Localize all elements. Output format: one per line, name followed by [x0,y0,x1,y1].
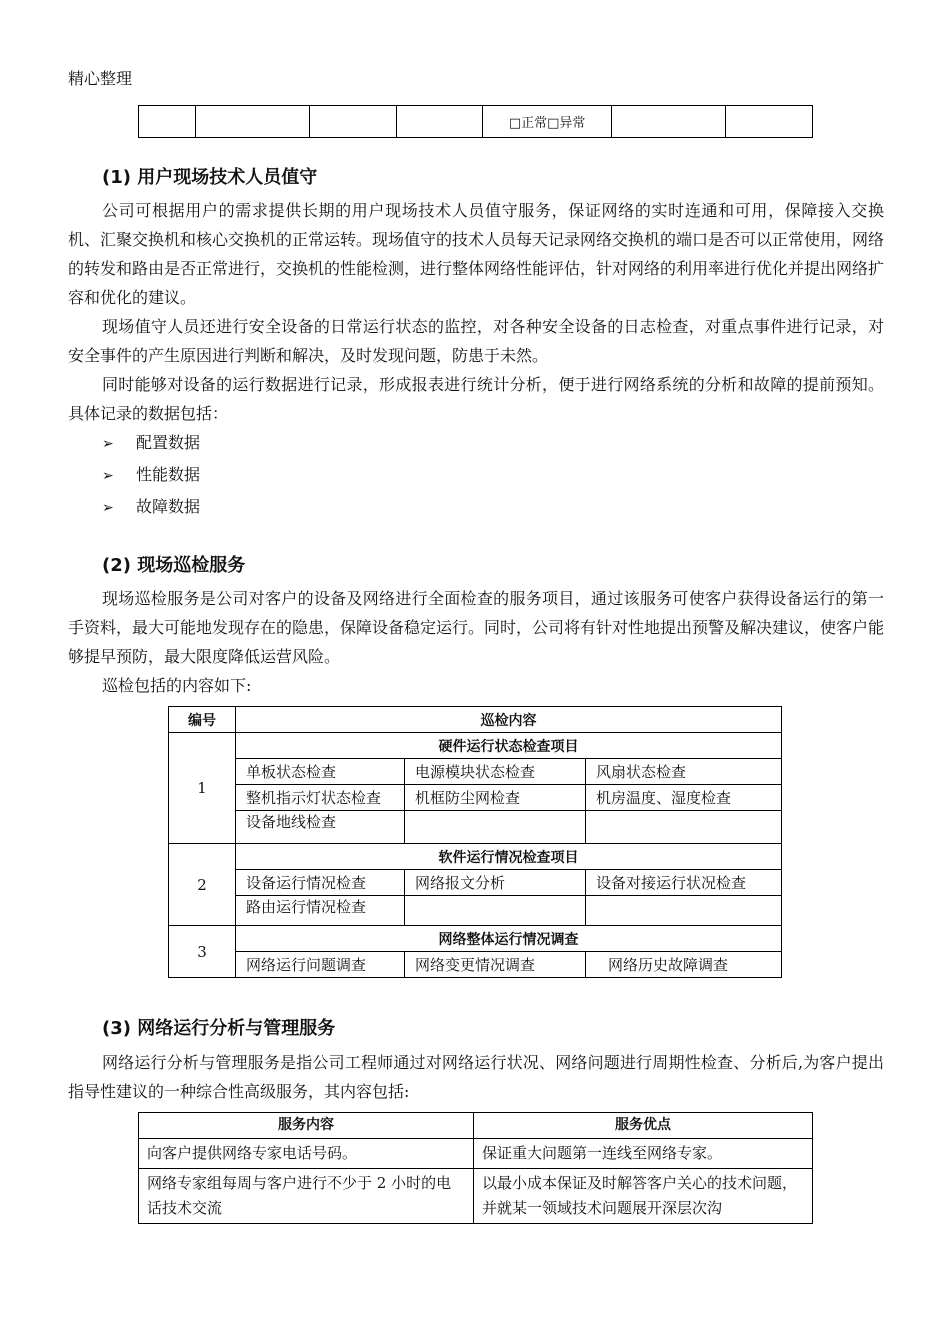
section1-para2: 现场值守人员还进行安全设备的日常运行状态的监控，对各种安全设备的日志检查，对重点事件进行记录，对安全事件的产生原因进行判断和解决，及时发现问题，防患于未然。 [68,317,884,365]
inspection-table [168,706,782,978]
table-row: 单板状态检查 电源模块状态检查 风扇状态检查 [169,759,782,785]
table-row: 整机指示灯状态检查 机框防尘网检查 机房温度、湿度检查 [169,785,782,811]
section1-para3: 同时能够对设备的运行数据进行记录，形成报表进行统计分析，便于进行网络系统的分析和故障的提前预知。具体记录的数据包括： [68,375,884,423]
group-title: 软件运行情况检查项目 [236,844,782,870]
section2-para2: 巡检包括的内容如下: [102,676,252,695]
section1-para1: 公司可根据用户的需求提供长期的用户现场技术人员值守服务，保证网络的实时连通和可用，保障接入交换机、汇聚交换机和核心交换机的正常运转。现场值守的技术人员每天记录网络交换机的端口是否可以正常使用，网络的转发和路由是否正常进行，交换机的性能检测，进行整体网络性能评估，针对网络的利用率进行优化并提出网络扩容和优化的建议。 [68,201,885,307]
group-num: 2 [169,844,236,926]
group-num: 1 [169,733,236,844]
table-row: 路由运行情况检查 [169,896,782,926]
group-title: 网络整体运行情况调查 [236,926,782,952]
section2-title: (2) 现场巡检服务 [102,555,246,576]
list-item: ➢ 性能数据 [102,465,201,484]
page-header: 精心整理 [68,69,133,88]
arrow-bullet-icon: ➢ [102,500,114,516]
table-row: 设备运行情况检查 网络报文分析 设备对接运行状况检查 [169,870,782,896]
table-row: 网络专家组每周与客户进行不少于 2 小时的电话技术交流 以最小成本保证及时解答客户关心的技术问题，并就某一领域技术问题展开深层次沟 [139,1169,813,1224]
status-checkbox-cell[interactable]: □正常□异常 [483,106,611,138]
group-title: 硬件运行状态检查项目 [236,733,782,759]
section2-para1: 现场巡检服务是公司对客户的设备及网络进行全面检查的服务项目，通过该服务可使客户获得设备运行的第一手资料，最大可能地发现存在的隐患，保障设备稳定运行。同时，公司将有针对性地提出预警及解决建议，使客户能够提早预防，最大限度降低运营风险。 [68,589,885,666]
col-service-content: 服务内容 [139,1113,474,1139]
service-table [138,1112,813,1224]
list-item: ➢ 配置数据 [102,433,201,452]
col-content-header: 巡检内容 [236,707,782,733]
group-num: 3 [169,926,236,978]
status-table [138,105,813,138]
col-service-advantage: 服务优点 [474,1113,813,1139]
arrow-bullet-icon: ➢ [102,436,114,452]
col-num-header: 编号 [169,707,236,733]
section3-para1: 网络运行分析与管理服务是指公司工程师通过对网络运行状况、网络问题进行周期性检查、分析后,为客户提出指导性建议的一种综合性高级服务，其内容包括: [68,1053,884,1101]
list-item: ➢ 故障数据 [102,497,201,516]
arrow-bullet-icon: ➢ [102,468,114,484]
table-row: 设备地线检查 [169,811,782,844]
section1-title: (1) 用户现场技术人员值守 [102,167,318,188]
table-row: 网络运行问题调查 网络变更情况调查 网络历史故障调查 [169,952,782,978]
section3-title: (3) 网络运行分析与管理服务 [102,1018,336,1039]
table-row: 向客户提供网络专家电话号码。 保证重大问题第一连线至网络专家。 [139,1139,813,1169]
